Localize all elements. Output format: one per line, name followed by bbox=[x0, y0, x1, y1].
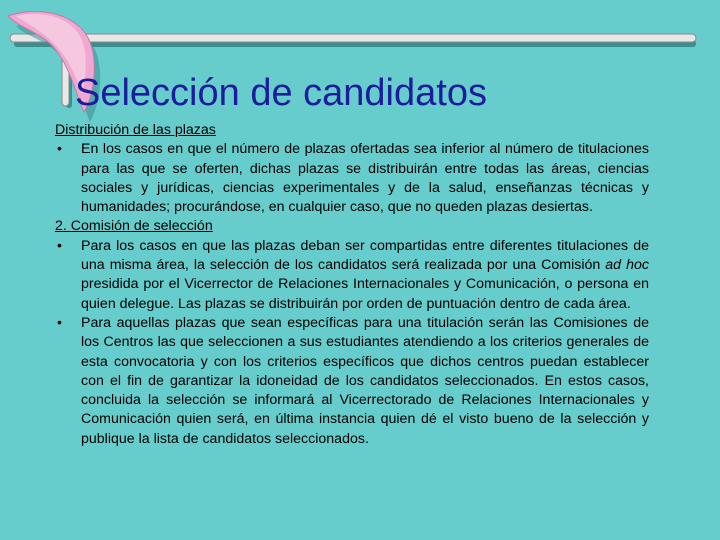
section-heading-distribucion: Distribución de las plazas bbox=[55, 122, 216, 138]
list-item-text: En los casos en que el número de plazas ofertadas sea inferior al número de titulaciones para las que se oferten, dichas plazas se distribuirán entre todas las áreas, ciencias sociales y jurídicas, ciencias experimentales y de la salud, enseñanzas técnicas y humanidades; procurándose, en cualquier caso, que no queden plazas desiertas. bbox=[81, 141, 649, 216]
bullet: • bbox=[57, 141, 62, 158]
list-item bbox=[55, 314, 649, 449]
list-item bbox=[55, 237, 649, 314]
top-rule bbox=[10, 34, 696, 42]
list-item-text-part: presidida por el Vicerrector de Relaciones Internacionales y Comunicación, o persona en quien delegue. Las plazas se distribuirán por orden de puntuación dentro de cada área. bbox=[81, 276, 649, 312]
list-item bbox=[55, 140, 649, 217]
section-heading-comision: 2. Comisión de selección bbox=[55, 218, 213, 235]
bullet: • bbox=[57, 237, 62, 254]
slide-body bbox=[55, 121, 649, 449]
bullet: • bbox=[57, 314, 62, 331]
list-item-text: Para aquellas plazas que sean específicas para una titulación serán las Comisiones de los Centros las que seleccionen a sus estudiantes atendiendo a los criterios generales de esta convocatoria y con los criterios específicos que dichos centros puedan establecer con el fin de garantizar la idoneidad de los candidatos seleccionados. En estos casos, concluida la selección se informará al Vicerrectorado de Relaciones Internacionales y Comunicación quien será, en última instancia quien dé el visto bueno de la selección y publique la lista de candidatos seleccionados. bbox=[81, 314, 649, 447]
slide-title: Selección de candidatos bbox=[75, 72, 487, 114]
list-item-text-part: Para los casos en que las plazas deban ser compartidas entre diferentes titulaciones de una misma área, la selección de los candidatos será realizada por una Comisión bbox=[81, 237, 649, 274]
list-item-italic-text: ad hoc bbox=[605, 257, 649, 274]
